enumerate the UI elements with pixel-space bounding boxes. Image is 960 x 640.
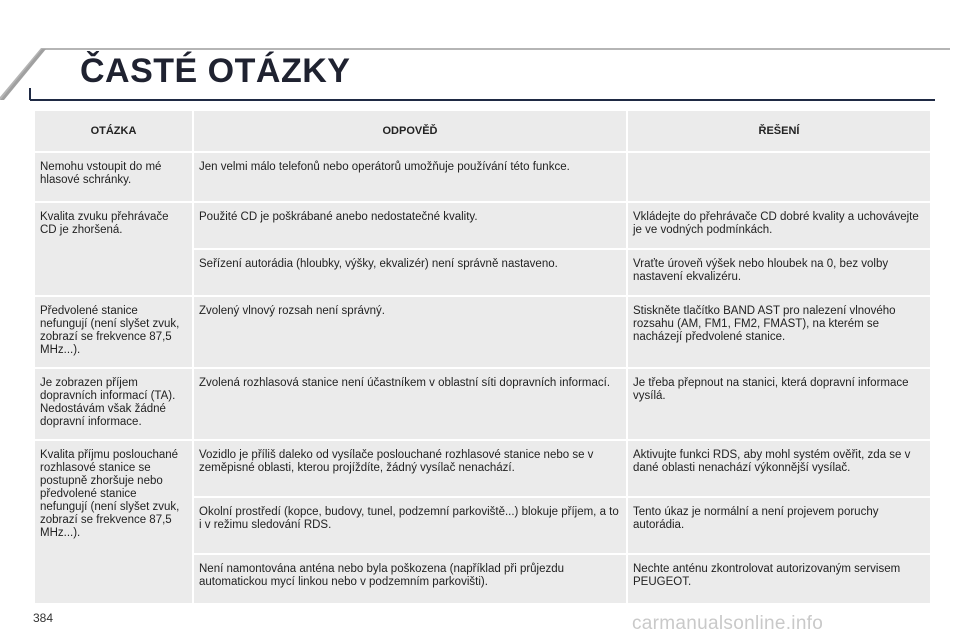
table-row bbox=[34, 368, 931, 440]
table-row bbox=[34, 440, 931, 497]
solution-cell: Nechte anténu zkontrolovat autorizovaným servisem PEUGEOT. bbox=[627, 554, 931, 604]
question-cell: Je zobrazen příjem dopravních informací (TA). Nedostávám však žádné dopravní informace. bbox=[34, 368, 193, 440]
page-title: ČASTÉ OTÁZKY bbox=[80, 52, 351, 90]
solution-cell: Stiskněte tlačítko BAND AST pro nalezení vlnového rozsahu (AM, FM1, FM2, FMAST), na kterém se nacházejí předvolené stanice. bbox=[627, 296, 931, 368]
question-cell: Kvalita příjmu poslouchané rozhlasové stanice se postupně zhoršuje nebo předvolené stanice nefungují (není slyšet zvuk, zobrazí se frekvence 87,5 MHz...). bbox=[34, 440, 193, 604]
answer-cell: Použité CD je poškrábané anebo nedostatečné kvality. bbox=[193, 202, 627, 249]
solution-cell: Vraťte úroveň výšek nebo hloubek na 0, bez volby nastavení ekvalizéru. bbox=[627, 249, 931, 296]
watermark: carmanualsonline.info bbox=[632, 613, 824, 634]
answer-cell: Není namontována anténa nebo byla poškozena (například při průjezdu automatickou mycí linkou nebo v podzemním parkovišti). bbox=[193, 554, 627, 604]
solution-cell: Vkládejte do přehrávače CD dobré kvality a uchovávejte je ve vodných podmínkách. bbox=[627, 202, 931, 249]
table-row bbox=[34, 296, 931, 368]
question-cell: Předvolené stanice nefungují (není slyšet zvuk, zobrazí se frekvence 87,5 MHz...). bbox=[34, 296, 193, 368]
question-cell: Nemohu vstoupit do mé hlasové schránky. bbox=[34, 152, 193, 202]
faq-table bbox=[33, 109, 932, 605]
column-header-solution: ŘEŠENÍ bbox=[627, 110, 931, 152]
answer-cell: Vozidlo je příliš daleko od vysílače poslouchané rozhlasové stanice nebo se v zeměpisné oblasti, kterou projíždíte, žádný vysílač nenachází. bbox=[193, 440, 627, 497]
answer-cell: Zvolený vlnový rozsah není správný. bbox=[193, 296, 627, 368]
answer-cell: Okolní prostředí (kopce, budovy, tunel, podzemní parkoviště...) blokuje příjem, a to i v režimu sledování RDS. bbox=[193, 497, 627, 554]
solution-cell: Je třeba přepnout na stanici, která dopravní informace vysílá. bbox=[627, 368, 931, 440]
solution-cell: Tento úkaz je normální a není projevem poruchy autorádia. bbox=[627, 497, 931, 554]
table-row bbox=[34, 152, 931, 202]
question-cell: Kvalita zvuku přehrávače CD je zhoršená. bbox=[34, 202, 193, 296]
answer-cell: Zvolená rozhlasová stanice není účastníkem v oblastní síti dopravních informací. bbox=[193, 368, 627, 440]
answer-cell: Seřízení autorádia (hloubky, výšky, ekvalizér) není správně nastaveno. bbox=[193, 249, 627, 296]
page-header bbox=[0, 0, 960, 110]
solution-cell: Aktivujte funkci RDS, aby mohl systém ověřit, zda se v dané oblasti nenachází výkonnější vysílač. bbox=[627, 440, 931, 497]
table-row bbox=[34, 202, 931, 249]
solution-cell bbox=[627, 152, 931, 202]
column-header-answer: ODPOVĚĎ bbox=[193, 110, 627, 152]
page-number: 384 bbox=[33, 611, 54, 625]
table-header-row bbox=[34, 110, 931, 152]
column-header-question: OTÁZKA bbox=[34, 110, 193, 152]
answer-cell: Jen velmi málo telefonů nebo operátorů umožňuje používání této funkce. bbox=[193, 152, 627, 202]
